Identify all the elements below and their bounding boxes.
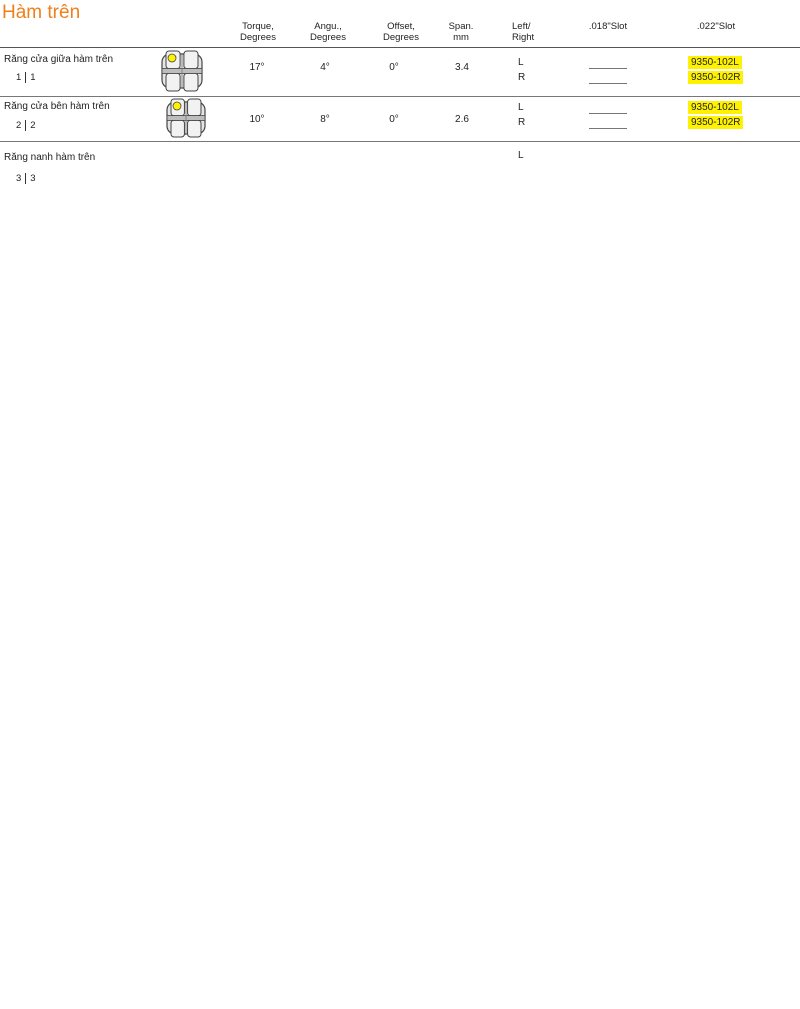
part-number-text: 9350-102R xyxy=(688,116,743,129)
upper-header-left-right: Left/ Right xyxy=(512,21,535,43)
left-right-label: L xyxy=(518,102,524,113)
upper-header-slot-022: .022"Slot xyxy=(696,21,736,32)
row-divider xyxy=(0,96,800,97)
tooth-number-right: 2 xyxy=(30,120,36,131)
tooth-number-right: 3 xyxy=(30,173,36,184)
bracket-illustration xyxy=(160,50,206,94)
value-span: 2.6 xyxy=(455,114,469,125)
value-angu: 8° xyxy=(320,114,330,125)
part-number-text: 9350-102L xyxy=(688,56,742,69)
upper-header-slot-018: .018"Slot xyxy=(588,21,628,32)
value-span: 3.4 xyxy=(455,62,469,73)
row-name: Răng cửa bên hàm trên xyxy=(4,101,110,112)
tooth-number xyxy=(16,72,36,83)
row-name: Răng cửa giữa hàm trên xyxy=(4,54,113,65)
value-torque: 17° xyxy=(249,62,265,73)
value-torque: 10° xyxy=(249,114,265,125)
left-right-label: R xyxy=(518,72,526,83)
slot-018-line xyxy=(589,128,627,129)
tooth-number-left: 3 xyxy=(16,173,26,184)
tooth-number xyxy=(16,120,36,131)
row-name: Răng nanh hàm trên xyxy=(4,152,96,163)
slot-018-line xyxy=(589,83,627,84)
bracket-illustration xyxy=(165,98,209,140)
upper-header-angu: Angu., Degrees xyxy=(310,21,346,43)
part-number xyxy=(688,102,742,113)
left-right-label: R xyxy=(518,117,526,128)
value-offset: 0° xyxy=(389,62,399,73)
tooth-number-right: 1 xyxy=(30,72,36,83)
value-angu: 4° xyxy=(320,62,330,73)
part-number-text: 9350-102R xyxy=(688,71,743,84)
left-right-label: L xyxy=(518,150,524,161)
value-offset: 0° xyxy=(389,114,399,125)
section-title-upper: Hàm trên xyxy=(2,2,81,23)
tooth-number-left: 2 xyxy=(16,120,26,131)
row-divider xyxy=(0,141,800,142)
part-number-text: 9350-102L xyxy=(688,101,742,114)
part-number xyxy=(688,72,743,83)
tooth-number xyxy=(16,173,36,184)
upper-header-offset: Offset, Degrees xyxy=(383,21,419,43)
part-number xyxy=(688,117,743,128)
left-right-label: L xyxy=(518,57,524,68)
row-divider xyxy=(0,47,800,48)
upper-header-span: Span. mm xyxy=(448,21,474,43)
slot-018-line xyxy=(589,113,627,114)
tooth-number-left: 1 xyxy=(16,72,26,83)
part-number xyxy=(688,57,742,68)
upper-header-torque: Torque, Degrees xyxy=(240,21,276,43)
slot-018-line xyxy=(589,68,627,69)
